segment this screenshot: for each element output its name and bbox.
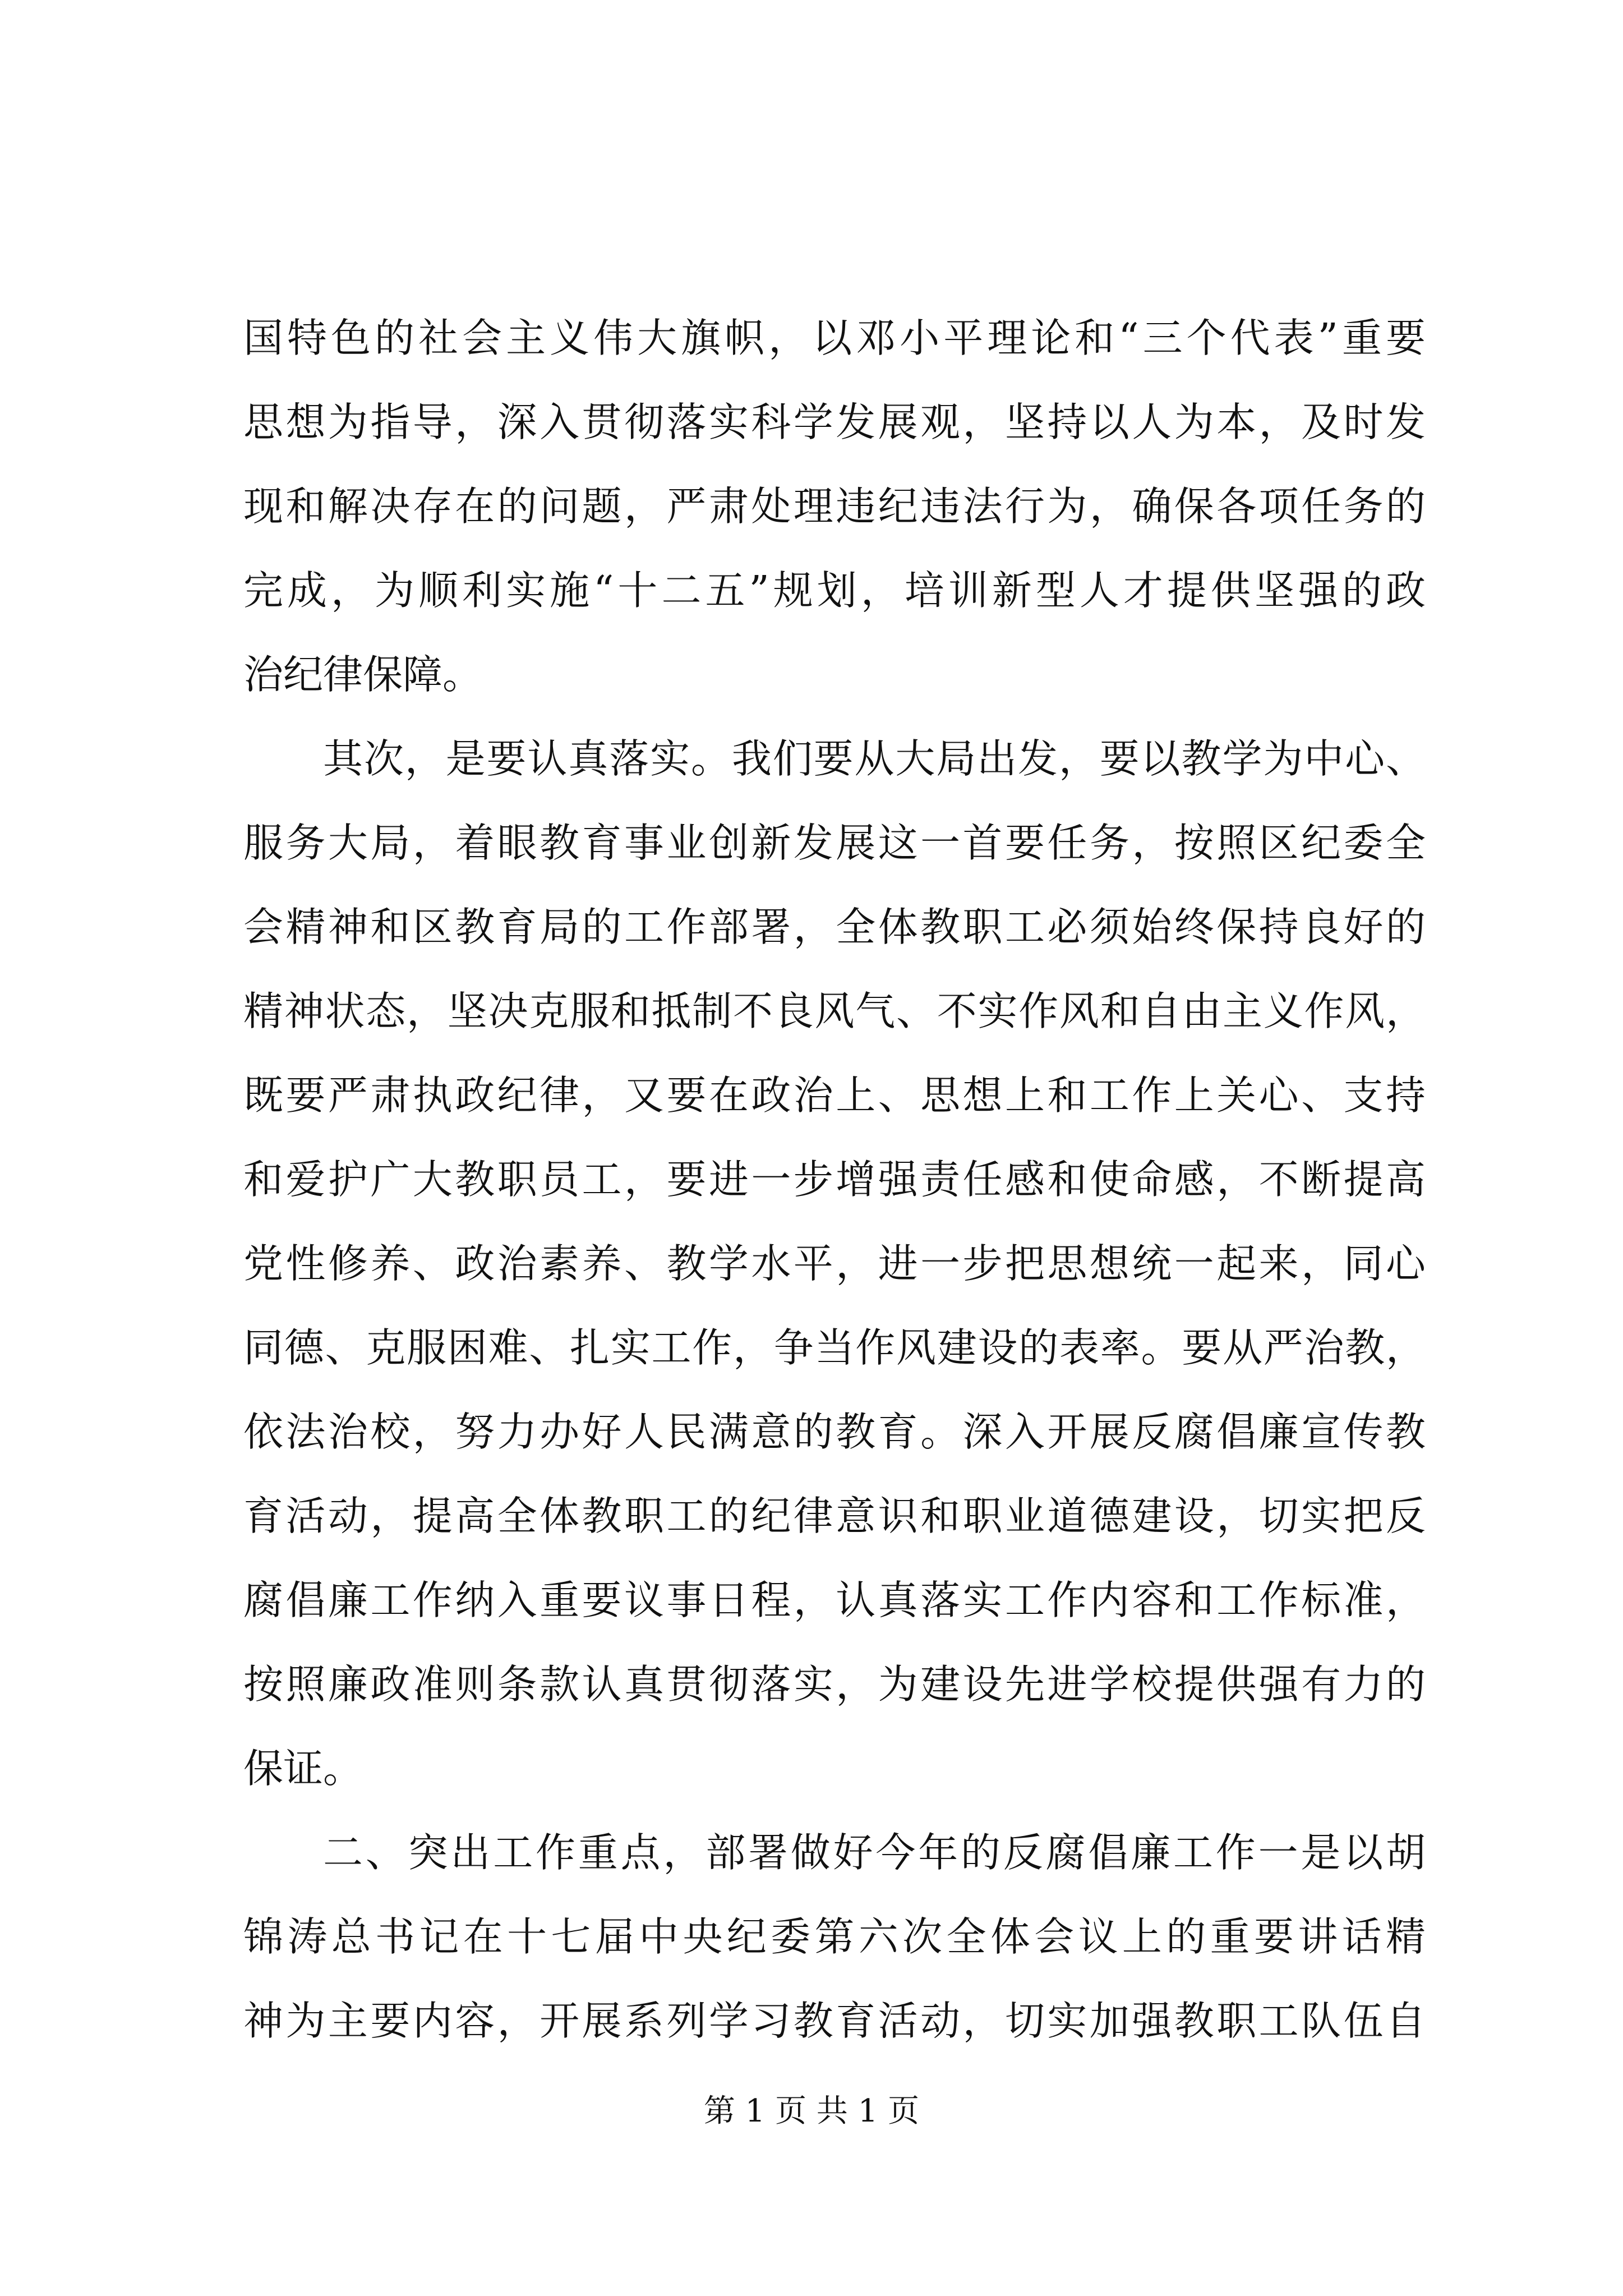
text-line: 依法治校，努力办好人民满意的教育。深入开展反腐倡廉宣传教 (243, 1409, 1426, 1455)
text-line: 党性修养、政治素养、教学水平，进一步把思想统一起来，同心 (243, 1240, 1426, 1287)
text-line: 会精神和区教育局的工作部署，全体教职工必须始终保持良好的 (243, 904, 1426, 950)
text-line: 现和解决存在的问题，严肃处理违纪违法行为，确保各项任务的 (243, 483, 1426, 530)
text-line: 既要严肃执政纪律，又要在政治上、思想上和工作上关心、支持 (243, 1072, 1426, 1119)
page-footer (0, 2089, 1623, 2134)
text-line: 和爱护广大教职员工，要进一步增强责任感和使命感，不断提高 (243, 1156, 1426, 1203)
text-line: 锦涛总书记在十七届中央纪委第六次全体会议上的重要讲话精 (243, 1913, 1426, 1960)
document-body (243, 296, 1426, 2063)
text-line: 神为主要内容，开展系列学习教育活动，切实加强教职工队伍自 (243, 1998, 1426, 2044)
text-line: 其次，是要认真落实。我们要从大局出发，要以教学为中心、 (323, 735, 1426, 782)
text-line: 按照廉政准则条款认真贯彻落实，为建设先进学校提供强有力的 (243, 1661, 1426, 1708)
text-line: 腐倡廉工作纳入重要议事日程，认真落实工作内容和工作标准， (243, 1577, 1426, 1623)
text-line: 服务大局，着眼教育事业创新发展这一首要任务，按照区纪委全 (243, 820, 1426, 866)
text-line: 育活动，提高全体教职工的纪律意识和职业道德建设，切实把反 (243, 1493, 1426, 1539)
text-line: 国特色的社会主义伟大旗帜，以邓小平理论和“三个代表”重要 (243, 315, 1426, 361)
text-line: 二、突出工作重点，部署做好今年的反腐倡廉工作一是以胡 (323, 1829, 1426, 1876)
text-line: 精神状态，坚决克服和抵制不良风气、不实作风和自由主义作风， (243, 988, 1426, 1034)
text-line: 思想为指导，深入贯彻落实科学发展观，坚持以人为本，及时发 (243, 399, 1426, 445)
page-number-label: 第 1 页 共 1 页 (703, 2093, 920, 2129)
text-line: 保证。 (243, 1745, 363, 1792)
text-line: 治纪律保障。 (243, 651, 483, 698)
text-line: 同德、克服困难、扎实工作，争当作风建设的表率。要从严治教， (243, 1324, 1426, 1371)
text-line: 完成，为顺利实施“十二五”规划，培训新型人才提供坚强的政 (243, 567, 1426, 614)
